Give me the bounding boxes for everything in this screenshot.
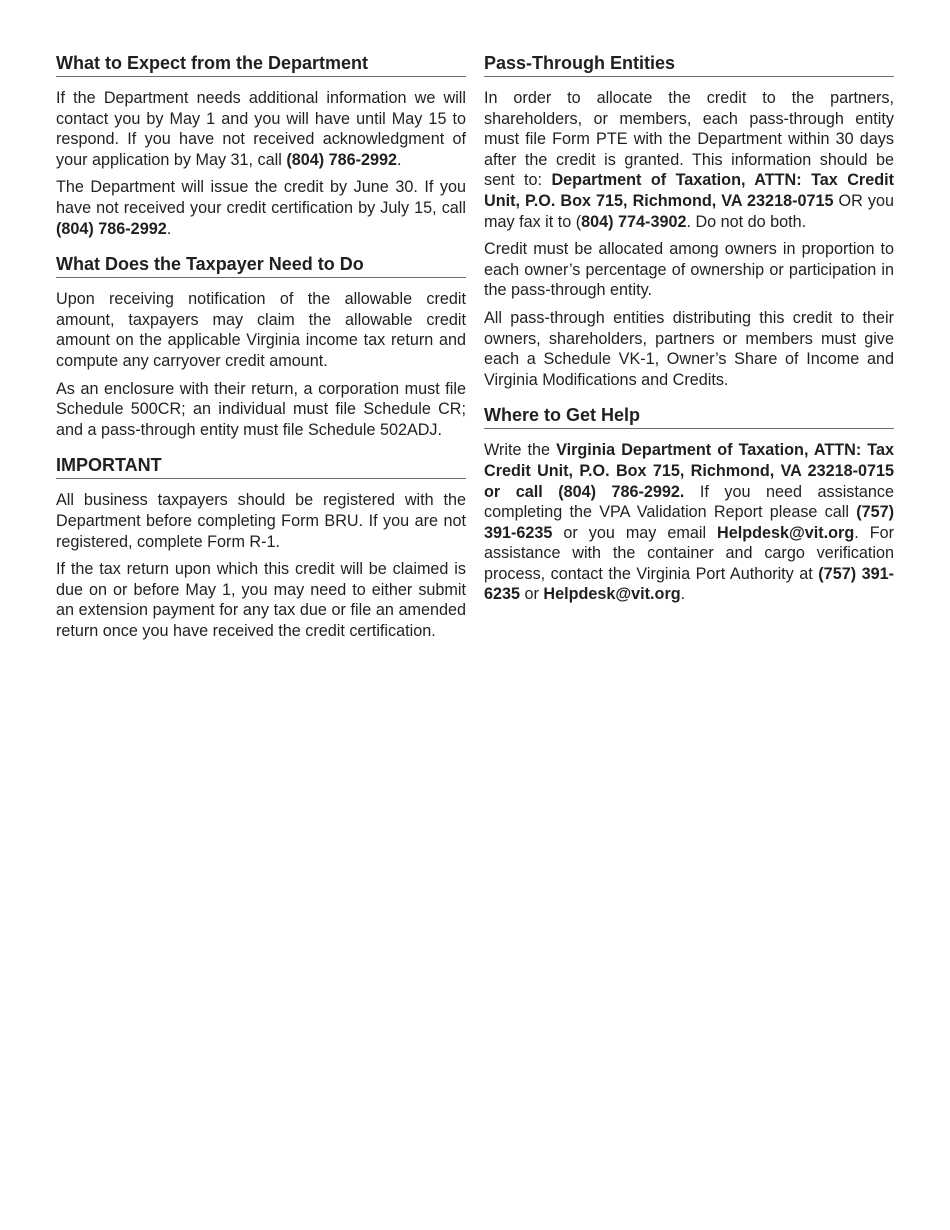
email-address: Helpdesk@vit.org [717,523,855,542]
heading-pass-through: Pass-Through Entities [484,52,894,77]
paragraph-taxpayer-1: Upon receiving notification of the allowable credit amount, taxpayers may claim the allowable credit amount on the applicable Virginia income tax return and compute any carryover credit amount. [56,290,466,370]
right-column [484,52,894,619]
paragraph-expect-1: If the Department needs additional information we will contact you by May 1 and you will have until May 15 to respond. If you have not received acknowledgment of your application by May 31, call (804) 786-2992. [56,89,466,169]
paragraph-pte-3: All pass-through entities distributing this credit to their owners, shareholders, partners or members must give each a Schedule VK-1, Owner’s Share of Income and Virginia Modifications and Credits. [484,308,894,389]
section-get-help [484,404,894,605]
paragraph-pte-1: In order to allocate the credit to the partners, shareholders, or members, each pass-through entity must file Form PTE with the Department within 30 days after the credit is granted. This information should be sent to: Department of Taxation, ATTN: Tax Credit Unit, P.O. Box 715, Richmond, VA 23218-0715 OR you may fax it to (804) 774-3902. Do not do both. [484,89,894,231]
heading-get-help: Where to Get Help [484,404,894,429]
section-what-to-expect [56,52,466,239]
paragraph-important-1: All business taxpayers should be registered with the Department before completing Form BRU. If you are not registered, complete Form R-1. [56,491,466,551]
phone-number: (757) 391-6235 [484,503,894,542]
paragraph-important-2: If the tax return upon which this credit will be claimed is due on or before May 1, you may need to either submit an extension payment for any tax due or file an amended return once you have received the credit certification. [56,560,466,640]
phone-number: (804) 786-2992 [56,219,167,238]
paragraph-help: Write the Virginia Department of Taxation, ATTN: Tax Credit Unit, P.O. Box 715, Richmond, VA 23218-0715 or call (804) 786-2992. If you need assistance completing the VPA Validation Report please call (757) 391-6235 or you may email Helpdesk@vit.org. For assistance with the container and cargo verification process, contact the Virginia Port Authority at (757) 391-6235 or Helpdesk@vit.org. [484,441,894,604]
heading-what-to-expect: What to Expect from the Department [56,52,466,77]
section-pass-through [484,52,894,390]
phone-number: (804) 786-2992 [286,150,398,169]
heading-taxpayer-need: What Does the Taxpayer Need to Do [56,253,466,278]
phone-number: (757) 391-6235 [484,564,894,604]
left-column [56,52,466,655]
help-address: Virginia Department of Taxation, ATTN: Tax Credit Unit, P.O. Box 715, Richmond, VA 23218-0715 or call (804) 786-2992. [484,441,894,501]
paragraph-pte-2: Credit must be allocated among owners in proportion to each owner’s percentage of ownership or participation in the pass-through entity. [484,240,894,300]
heading-important: IMPORTANT [56,454,466,479]
mailing-address: Department of Taxation, ATTN: Tax Credit Unit, P.O. Box 715, Richmond, VA 23218-0715 [484,171,894,210]
paragraph-expect-2: The Department will issue the credit by June 30. If you have not received your credit certification by July 15, call (804) 786-2992. [56,178,466,238]
section-taxpayer-need [56,253,466,440]
paragraph-taxpayer-2: As an enclosure with their return, a corporation must file Schedule 500CR; an individual must file Schedule CR; and a pass-through entity must file Schedule 502ADJ. [56,379,466,439]
fax-number: 804) 774-3902 [581,212,687,231]
section-important [56,454,466,641]
email-address: Helpdesk@vit.org [543,585,681,604]
